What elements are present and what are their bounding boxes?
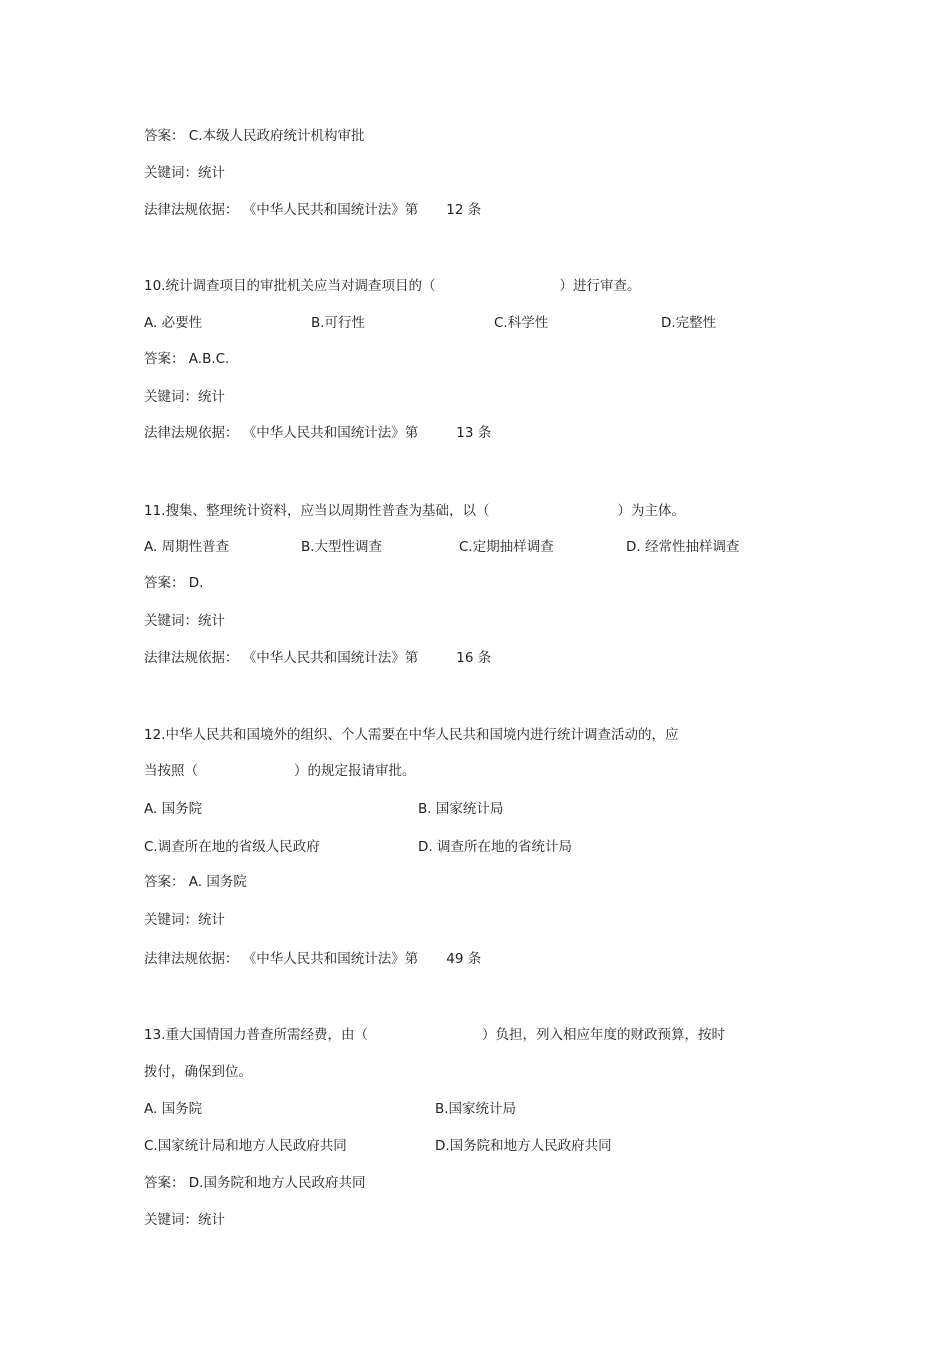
q9-keyword: 关键词：统计 xyxy=(144,165,225,181)
q12-option-b: B. 国家统计局 xyxy=(418,801,504,817)
stem-part-b: ）负担，列入相应年度的财政预算，按时 xyxy=(481,1027,725,1043)
stem-part-a: 当按照（ xyxy=(144,763,198,779)
law-prefix: 法律法规依据： 《中华人民共和国统计法》第 xyxy=(144,425,419,441)
q11-answer: 答案： D. xyxy=(144,575,204,591)
q12-option-c: C.调查所在地的省级人民政府 xyxy=(144,839,320,855)
q12-keyword: 关键词：统计 xyxy=(144,912,225,928)
q11-keyword: 关键词：统计 xyxy=(144,613,225,629)
q9-law-basis xyxy=(144,201,481,219)
q13-answer: 答案： D.国务院和地方人民政府共同 xyxy=(144,1175,366,1191)
q10-stem xyxy=(144,277,640,295)
q13-option-c: C.国家统计局和地方人民政府共同 xyxy=(144,1138,347,1154)
q12-option-a: A. 国务院 xyxy=(144,801,203,817)
q12-law-basis xyxy=(144,950,481,968)
stem-part-a: 10.统计调查项目的审批机关应当对调查项目的（ xyxy=(144,278,436,294)
q10-keyword: 关键词：统计 xyxy=(144,389,225,405)
law-prefix: 法律法规依据： 《中华人民共和国统计法》第 xyxy=(144,202,419,218)
law-prefix: 法律法规依据： 《中华人民共和国统计法》第 xyxy=(144,951,419,967)
q10-option-c: C.科学性 xyxy=(494,315,549,331)
law-article: 49 条 xyxy=(446,951,482,967)
stem-part-b: ）进行审查。 xyxy=(559,278,641,294)
q10-option-a: A. 必要性 xyxy=(144,315,203,331)
law-article: 13 条 xyxy=(456,425,492,441)
q12-answer: 答案： A. 国务院 xyxy=(144,874,247,890)
q13-keyword: 关键词：统计 xyxy=(144,1212,225,1228)
stem-part-b: ）的规定报请审批。 xyxy=(294,763,416,779)
q10-option-b: B.可行性 xyxy=(311,315,366,331)
stem-part-a: 13.重大国情国力普查所需经费，由（ xyxy=(144,1027,368,1043)
q12-option-d: D. 调查所在地的省统计局 xyxy=(418,839,572,855)
law-prefix: 法律法规依据： 《中华人民共和国统计法》第 xyxy=(144,650,419,666)
q13-stem-line2: 拨付，确保到位。 xyxy=(144,1064,252,1080)
stem-part-b: ）为主体。 xyxy=(617,503,685,519)
law-article: 12 条 xyxy=(446,202,482,218)
q10-option-d: D.完整性 xyxy=(661,315,717,331)
stem-part-a: 11.搜集、整理统计资料，应当以周期性普查为基础，以（ xyxy=(144,503,490,519)
q11-option-c: C.定期抽样调查 xyxy=(459,539,554,555)
q11-option-b: B.大型性调查 xyxy=(301,539,383,555)
q10-answer: 答案： A.B.C. xyxy=(144,351,230,367)
q13-stem-line1 xyxy=(144,1026,725,1044)
q12-stem-line2 xyxy=(144,762,416,780)
q11-option-a: A. 周期性普查 xyxy=(144,539,230,555)
q11-law-basis xyxy=(144,649,491,667)
law-article: 16 条 xyxy=(456,650,492,666)
q11-stem xyxy=(144,502,685,520)
q10-law-basis xyxy=(144,424,491,442)
q12-stem-line1: 12.中华人民共和国境外的组织、个人需要在中华人民共和国境内进行统计调查活动的，应 xyxy=(144,727,679,743)
q13-option-b: B.国家统计局 xyxy=(435,1101,517,1117)
q13-option-a: A. 国务院 xyxy=(144,1101,203,1117)
q13-option-d: D.国务院和地方人民政府共同 xyxy=(435,1138,612,1154)
q11-option-d: D. 经常性抽样调查 xyxy=(626,539,740,555)
q9-answer: 答案： C.本级人民政府统计机构审批 xyxy=(144,128,365,144)
